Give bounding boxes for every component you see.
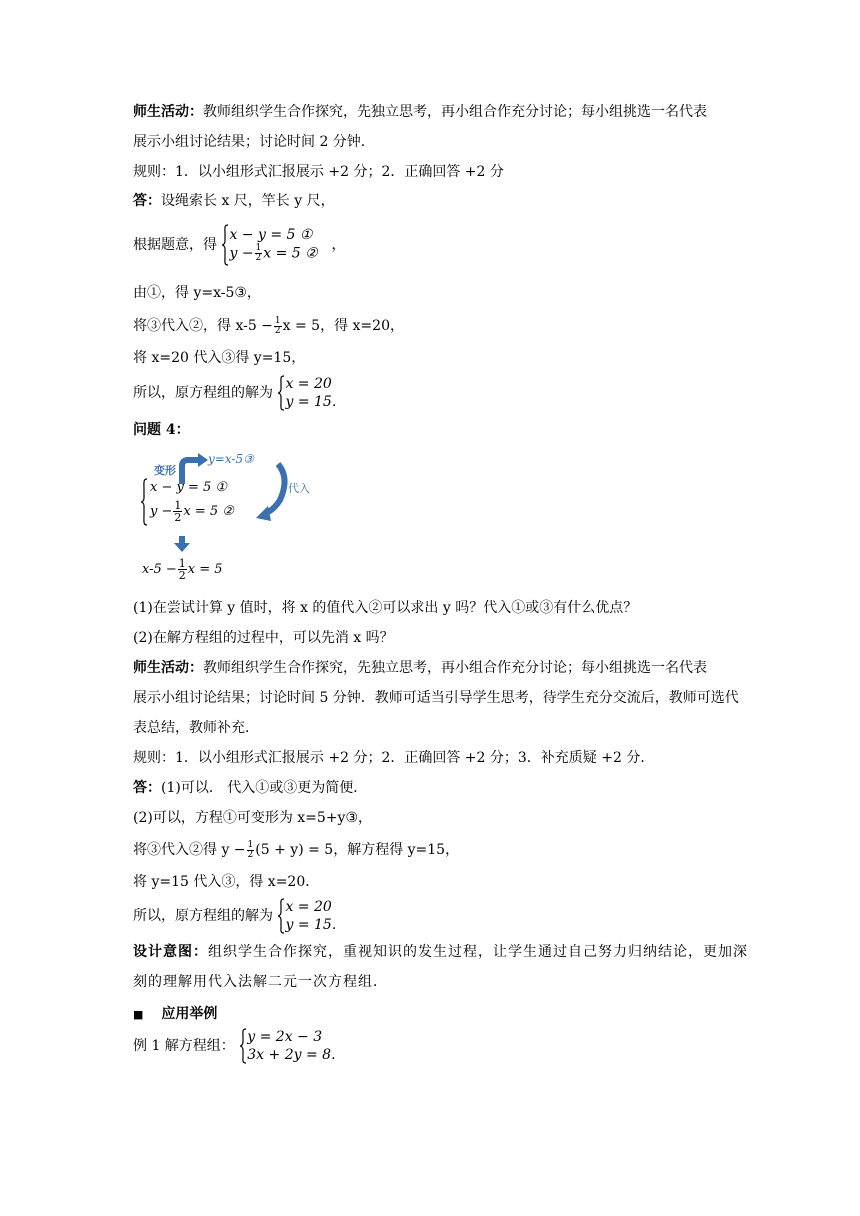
rule-line: 规则：1．以小组形式汇报展示 +2 分；2．正确回答 +2 分；3．补充质疑 +2 分．	[133, 750, 655, 766]
top-equation: y=x-5③	[208, 452, 254, 466]
diagram-bottom-equation: x-5 − $\frac{1}{2}$ x = 5	[142, 557, 223, 582]
example-1: 例 1 解方程组： y = 2x − 3 3x + 2y = 8.	[133, 1028, 339, 1068]
activity-paragraph-2: 师生活动：教师组织学生合作探究，先独立思考，再小组合作充分讨论；每小组挑选一名代表	[133, 660, 707, 676]
left-brace-icon	[239, 1028, 247, 1064]
question-4-label: 问题 4：	[133, 422, 190, 438]
activity-label: 师生活动：	[133, 104, 203, 120]
step-line-1: 由①，得 y=x-5③，	[133, 285, 261, 301]
equation-system-1: 根据题意，得 x − y = 5 ① y − $\frac{1}{2}$ x = 5 ② ，	[133, 224, 345, 268]
substitution-diagram	[140, 448, 340, 588]
question-4-2: (2)在解方程组的过程中，可以先消 x 吗？	[133, 630, 394, 646]
activity-text: 教师组织学生合作探究，先独立思考，再小组合作充分讨论；每小组挑选一名代表	[203, 104, 707, 120]
system-eq-2: y − $\frac{1}{2}$ x = 5 ②	[229, 243, 318, 263]
step-line-2: 将③代入②，得 x-5 − $\frac{1}{2}$ x = 5，得 x=20，	[133, 315, 404, 336]
answer-line	[133, 191, 335, 211]
answer-line-3: 将③代入②得 y − $\frac{1}{2}$ (5 + y) = 5，解方程得 y=15，	[133, 839, 460, 860]
bullet-icon: ■	[133, 1008, 144, 1021]
left-brace-icon	[277, 375, 285, 411]
solution-brace-group: x = 20 y = 15.	[277, 898, 337, 934]
answer-line-2: (2)可以，方程①可变形为 x=5+y③，	[133, 810, 373, 826]
rule-line: 规则：1．以小组形式汇报展示 +2 分；2．正确回答 +2 分	[133, 164, 504, 180]
solution-2: 所以，原方程组的解为 x = 20 y = 15.	[133, 899, 337, 933]
answer-label: 答：	[133, 193, 161, 209]
activity-paragraph-1	[133, 102, 707, 122]
example-brace-group: y = 2x − 3 3x + 2y = 8.	[239, 1028, 339, 1064]
answer-line: 答：(1)可以． 代入①或③更为简便．	[133, 780, 368, 796]
solution-brace-group: x = 20 y = 15.	[277, 375, 337, 411]
design-intent-line: 刻的理解用代入法解二元一次方程组．	[133, 974, 388, 990]
diagram-eq-1: x − y = 5 ①	[150, 480, 228, 495]
transform-label: 变形	[154, 464, 176, 477]
left-brace-icon	[221, 224, 229, 266]
system-brace-group	[221, 224, 331, 266]
question-4-1: (1)在尝试计算 y 值时，将 x 的值代入②可以求出 y 吗？代入①或③有什么优点？	[133, 600, 638, 616]
activity-text-line: 展示小组讨论结果；讨论时间 2 分钟．	[133, 134, 375, 150]
step-line-3: 将 x=20 代入③得 y=15，	[133, 350, 306, 366]
left-brace-icon	[277, 898, 285, 934]
section-heading: ■ 应用举例	[133, 1006, 218, 1022]
solution-1: 所以，原方程组的解为 x = 20 y = 15.	[133, 376, 337, 410]
answer-line-4: 将 y=15 代入③，得 x=20．	[133, 874, 320, 890]
answer-text: 设绳索长 x 尺，竿长 y 尺，	[161, 193, 335, 209]
system-prefix: 根据题意，得	[133, 237, 217, 253]
activity-text-line: 展示小组讨论结果；讨论时间 5 分钟．教师可适当引导学生思考，待学生充分交流后，教师可选代	[133, 690, 739, 706]
activity-text-line: 表总结，教师补充．	[133, 720, 259, 736]
system-eq-1: x − y = 5 ①	[229, 227, 313, 243]
substitute-label: 代入	[288, 482, 310, 495]
design-intent: 设计意图：组织学生合作探究，重视知识的发生过程，让学生通过自己努力归纳结论，更加深	[133, 944, 748, 960]
diagram-eq-2: y − $\frac{1}{2}$ x = 5 ②	[150, 499, 234, 524]
